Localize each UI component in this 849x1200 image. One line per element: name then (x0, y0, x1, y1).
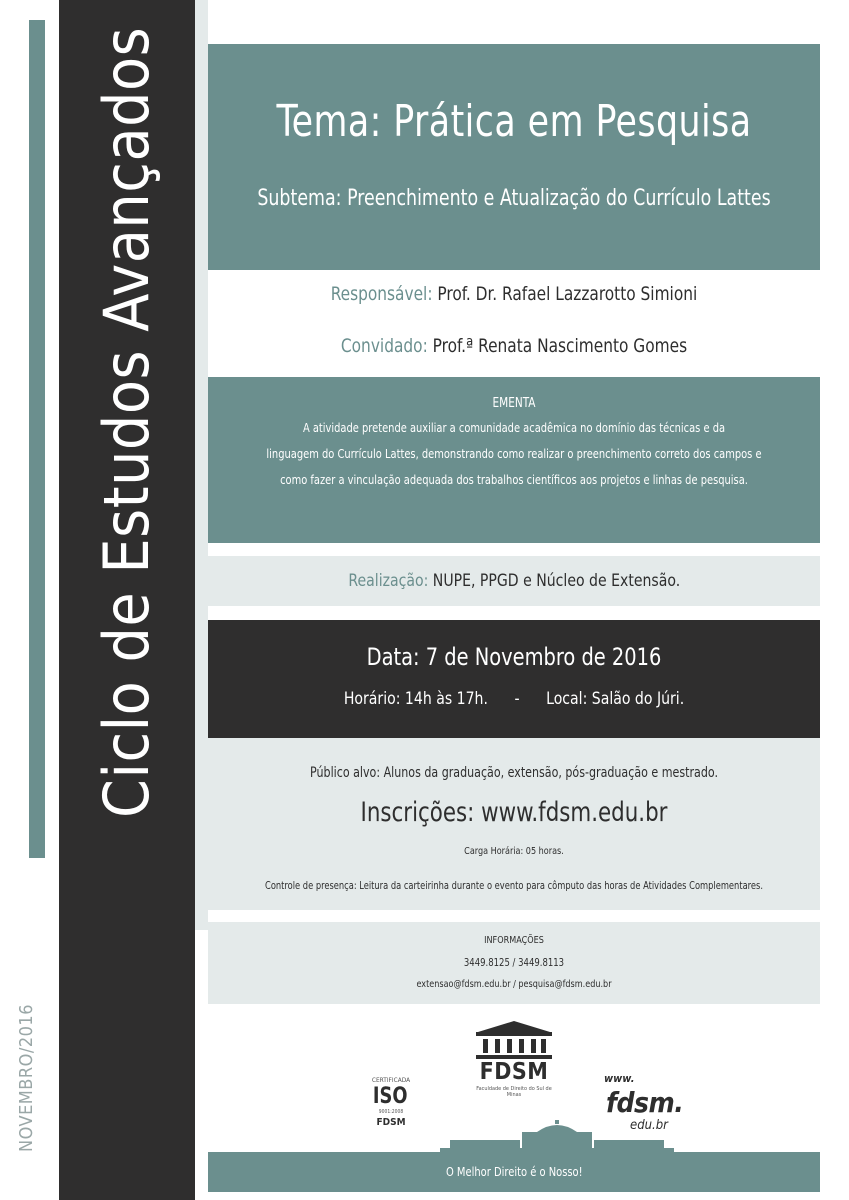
info-phones: 3449.8125 / 3449.8113 (463, 957, 565, 969)
sidebar-title: Ciclo de Estudos Avançados (90, 26, 163, 818)
fdsm-logo (470, 1020, 558, 1098)
responsavel-row (239, 280, 790, 308)
footer-bar (208, 1152, 820, 1192)
event-date: Data: 7 de Novembro de 2016 (366, 643, 662, 671)
realizacao-line (348, 556, 680, 606)
responsavel-value: Prof. Dr. Rafael Lazzarotto Simioni (437, 283, 698, 305)
sidebar-date: NOVEMBRO/2016 (16, 1003, 37, 1153)
convidado-label: Convidado: (340, 335, 428, 357)
ementa-panel (208, 377, 820, 543)
ementa-line: linguagem do Currículo Lattes, demonstrando como realizar o preenchimento correto dos campos e (266, 446, 762, 461)
decorative-teal-stripe (29, 20, 45, 858)
event-time: Horário: 14h às 17h. (343, 689, 488, 709)
responsavel-label: Responsável: (330, 283, 433, 305)
page-title: Tema: Prática em Pesquisa (276, 96, 752, 147)
building-silhouette-icon (440, 1120, 674, 1154)
controle-presenca: Controle de presença: Leitura da carteirinha durante o evento para cômputo das horas de Atividades Complementares. (265, 880, 763, 892)
info-panel (208, 922, 820, 1004)
ementa-line: A atividade pretende auxiliar a comunidade acadêmica no domínio das técnicas e da (302, 420, 726, 435)
iso-brand: FDSM (376, 1117, 406, 1128)
publico-alvo: Público alvo: Alunos da graduação, extensão, pós-graduação e mestrado. (310, 765, 718, 781)
page-subtitle: Subtema: Preenchimento e Atualização do Currículo Lattes (257, 186, 771, 211)
website-tld: edu.br (630, 1118, 668, 1133)
website-name: fdsm. (606, 1086, 684, 1119)
iso-logo (368, 1076, 414, 1132)
info-heading: INFORMAÇÕES (484, 935, 544, 946)
decorative-light-column (195, 0, 208, 930)
website-www: www. (604, 1072, 635, 1085)
details-panel (208, 738, 820, 910)
fdsm-logo-subtitle: Faculdade de Direito do Sul de Minas (476, 1086, 552, 1098)
realizacao-label: Realização: (348, 571, 429, 591)
event-time-location (232, 687, 795, 711)
event-separator: - (514, 689, 520, 709)
fdsm-building-icon (470, 1020, 558, 1060)
fdsm-logo-text: FDSM (479, 1059, 549, 1085)
iso-certified-label: CERTIFICADA (371, 1076, 411, 1084)
realizacao-value: NUPE, PPGD e Núcleo de Extensão. (432, 571, 680, 591)
convidado-row (239, 332, 790, 360)
footer-slogan: O Melhor Direito é o Nosso! (445, 1165, 583, 1179)
event-location: Local: Salão do Júri. (546, 689, 685, 709)
ementa-text (245, 415, 784, 493)
people-section (208, 280, 820, 376)
info-emails[interactable]: extensao@fdsm.edu.br / pesquisa@fdsm.edu.br (416, 979, 612, 990)
inscricoes-link[interactable]: Inscrições: www.fdsm.edu.br (360, 797, 668, 828)
convidado-value: Prof.ª Renata Nascimento Gomes (432, 335, 688, 357)
event-panel (208, 620, 820, 738)
realizacao-panel (208, 556, 820, 606)
header-panel (208, 44, 820, 270)
carga-horaria: Carga Horária: 05 horas. (464, 846, 564, 857)
ementa-heading: EMENTA (492, 396, 536, 411)
iso-standard: 9001:2008 (378, 1109, 404, 1115)
iso-label: ISO (372, 1084, 408, 1109)
ementa-line: como fazer a vinculação adequada dos trabalhos científicos aos projetos e linhas de pesquisa. (280, 472, 748, 487)
